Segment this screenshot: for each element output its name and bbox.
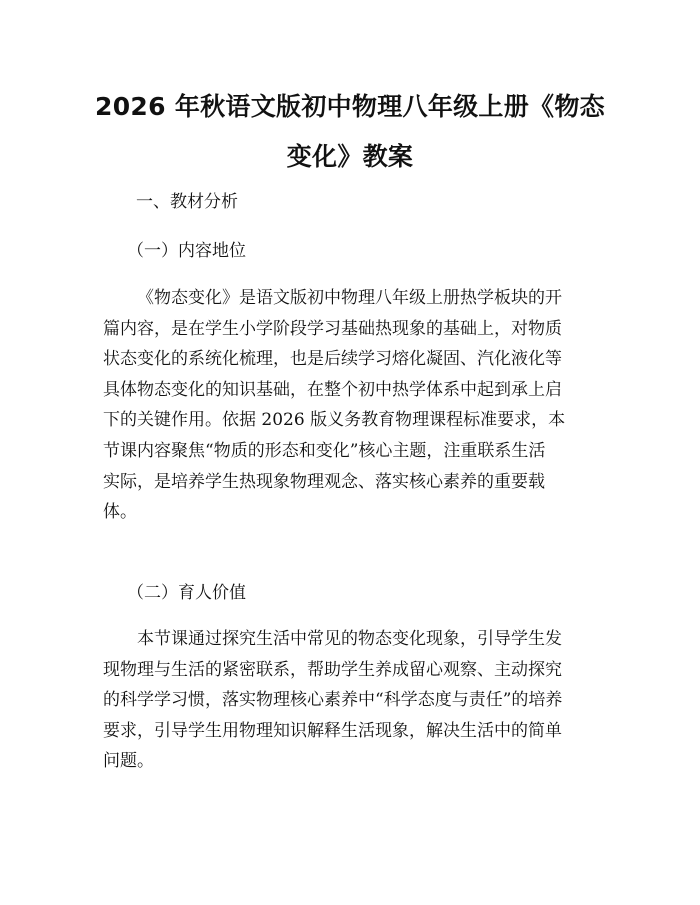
paragraph-line: 篇内容，是在学生小学阶段学习基础热现象的基础上，对物质 xyxy=(103,318,562,339)
section-heading-textbook-analysis: 一、教材分析 xyxy=(136,192,238,212)
title-line-2: 变化》教案 xyxy=(286,142,414,171)
document-title xyxy=(80,82,620,182)
paragraph-line: 要求，引导学生用物理知识解释生活现象，解决生活中的简单 xyxy=(103,720,562,741)
paragraph-line: 节课内容聚焦“物质的形态和变化”核心主题，注重联系生活 xyxy=(103,440,546,461)
paragraph-line: 实际，是培养学生热现象物理观念、落实核心素养的重要载 xyxy=(103,471,545,492)
paragraph-educational-value xyxy=(103,624,603,777)
subsection-heading-content-position: （一）内容地位 xyxy=(127,241,246,261)
paragraph-line: 具体物态变化的知识基础，在整个初中热学体系中起到承上启 xyxy=(103,379,562,400)
paragraph-line: 下的关键作用。依据 2026 版义务教育物理课程标准要求，本 xyxy=(103,410,566,431)
paragraph-line: 问题。 xyxy=(103,751,154,772)
title-line-1: 2026 年秋语文版初中物理八年级上册《物态 xyxy=(95,92,605,121)
paragraph-line: 现物理与生活的紧密联系，帮助学生养成留心观察、主动探究 xyxy=(103,659,562,680)
subsection-heading-educational-value: （二）育人价值 xyxy=(127,583,246,603)
paragraph-line: 状态变化的系统化梳理，也是后续学习熔化凝固、汽化液化等 xyxy=(103,349,562,370)
paragraph-line: 体。 xyxy=(103,502,137,523)
paragraph-content-position xyxy=(103,283,603,528)
paragraph-line: 《物态变化》是语文版初中物理八年级上册热学板块的开 xyxy=(137,288,562,308)
paragraph-line: 本节课通过探究生活中常见的物态变化现象，引导学生发 xyxy=(137,629,562,649)
paragraph-line: 的科学学习惯，落实物理核心素养中“科学态度与责任”的培养 xyxy=(103,690,563,711)
